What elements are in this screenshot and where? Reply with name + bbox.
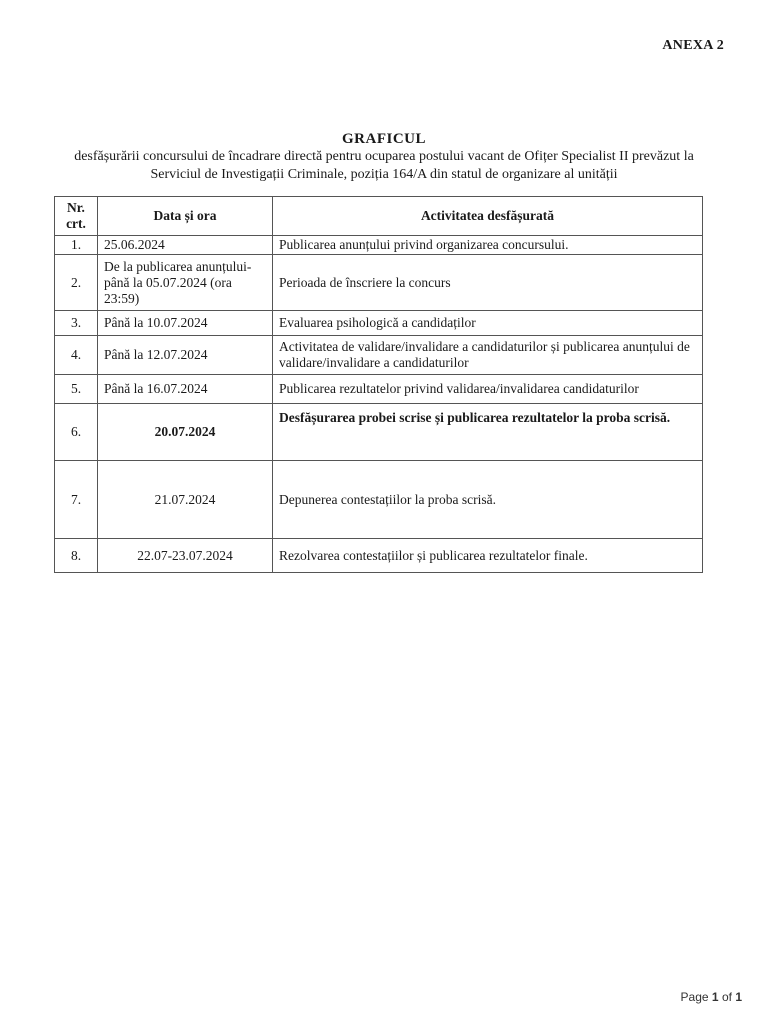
row-date: 20.07.2024: [98, 404, 273, 461]
row-activity: Depunerea contestațiilor la proba scrisă.: [273, 461, 703, 539]
row-date: Până la 16.07.2024: [98, 375, 273, 404]
document-title: GRAFICUL: [341, 131, 426, 147]
row-activity: Publicarea anunțului privind organizarea concursului.: [273, 236, 703, 255]
row-nr: 2.: [55, 255, 98, 311]
schedule-table: [54, 196, 703, 573]
table-row: [55, 336, 703, 375]
row-activity: Perioada de înscriere la concurs: [273, 255, 703, 311]
page-total: 1: [735, 990, 742, 1004]
row-nr: 7.: [55, 461, 98, 539]
table-row: [55, 404, 703, 461]
document-subtitle: [0, 148, 768, 184]
row-date: 25.06.2024: [98, 236, 273, 255]
row-activity: Rezolvarea contestațiilor și publicarea rezultatelor finale.: [273, 539, 703, 573]
page-of: of: [721, 990, 732, 1004]
header-activity: Activitatea desfășurată: [273, 197, 703, 236]
table-row: [55, 236, 703, 255]
table-row: [55, 375, 703, 404]
subtitle-line-1: desfășurării concursului de încadrare directă pentru ocuparea postului vacant de Ofițer Specialist II prevăzut la: [74, 149, 694, 164]
header-nr: Nr. crt.: [55, 197, 98, 236]
row-date: 22.07-23.07.2024: [98, 539, 273, 573]
table-row: [55, 311, 703, 336]
row-nr: 3.: [55, 311, 98, 336]
document-heading: [0, 130, 768, 184]
row-nr: 5.: [55, 375, 98, 404]
row-nr: 4.: [55, 336, 98, 375]
page-number: [681, 990, 742, 1004]
row-date: De la publicarea anunțului-până la 05.07.2024 (ora 23:59): [98, 255, 273, 311]
table-row: [55, 539, 703, 573]
table-header-row: [55, 197, 703, 236]
row-activity: Publicarea rezultatelor privind validarea/invalidarea candidaturilor: [273, 375, 703, 404]
row-date: Până la 12.07.2024: [98, 336, 273, 375]
row-date: 21.07.2024: [98, 461, 273, 539]
row-activity: Evaluarea psihologică a candidaților: [273, 311, 703, 336]
subtitle-line-2: Serviciul de Investigații Criminale, poziția 164/A din statul de organizare al unității: [150, 167, 618, 182]
row-nr: 6.: [55, 404, 98, 461]
row-activity: Activitatea de validare/invalidare a candidaturilor și publicarea anunțului de validare/invalidare a candidaturilor: [273, 336, 703, 375]
header-date: Data și ora: [98, 197, 273, 236]
row-date: Până la 10.07.2024: [98, 311, 273, 336]
table-row: [55, 255, 703, 311]
annex-label: ANEXA 2: [662, 38, 724, 53]
row-nr: 1.: [55, 236, 98, 255]
page-current: 1: [711, 990, 719, 1004]
row-nr: 8.: [55, 539, 98, 573]
row-activity: Desfășurarea probei scrise și publicarea rezultatelor la proba scrisă.: [273, 404, 703, 461]
table-row: [55, 461, 703, 539]
page-word: Page: [680, 990, 709, 1004]
